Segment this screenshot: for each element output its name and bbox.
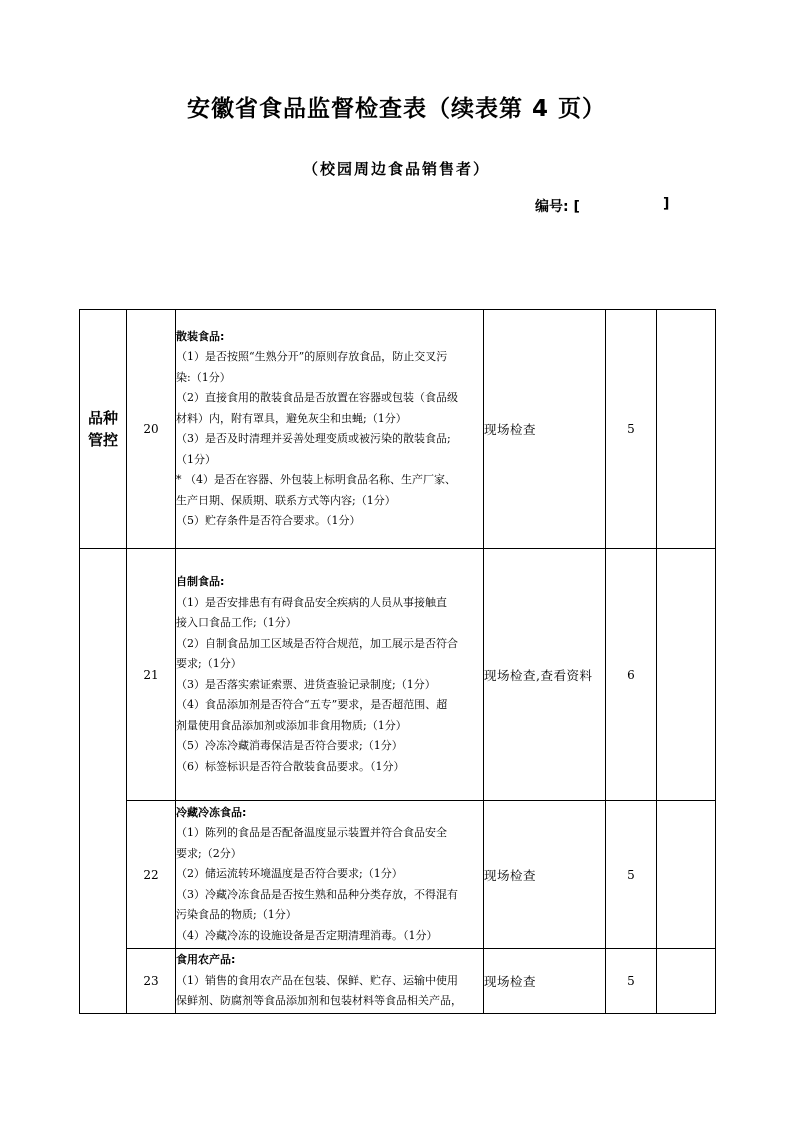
inspection-method: 现场检查 xyxy=(484,310,606,549)
item-line: （3）冷藏冷冻食品是否按生熟和品种分类存放，不得混有 xyxy=(176,887,458,901)
item-line: 接入口食品工作;（1分） xyxy=(176,616,297,629)
table-row xyxy=(80,310,716,549)
item-score: 5 xyxy=(606,310,657,549)
item-content xyxy=(176,549,484,801)
item-number: 21 xyxy=(127,549,176,801)
serial-number-label: 编号: [ xyxy=(535,199,580,215)
item-line: 剂量使用食品添加剂或添加非食用物质;（1分） xyxy=(176,718,407,732)
item-number: 23 xyxy=(127,949,176,1014)
item-line: 污染食品的物质;（1分） xyxy=(176,908,297,922)
result-cell[interactable] xyxy=(657,801,716,949)
item-line: （1）是否按照“生熟分开”的原则存放食品，防止交叉污 xyxy=(176,350,448,363)
item-line: （1分） xyxy=(176,452,216,466)
item-heading: 食用农产品: xyxy=(176,953,236,967)
item-line: 要求;（2分） xyxy=(176,846,242,860)
page-title: 安徽省食品监督检查表（续表第 4 页） xyxy=(186,96,607,122)
item-line: （5）贮存条件是否符合要求。（1分） xyxy=(176,514,361,527)
item-content xyxy=(176,801,484,949)
item-heading: 自制食品: xyxy=(176,575,225,588)
category-cell xyxy=(80,310,127,549)
result-cell[interactable] xyxy=(657,310,716,549)
item-line: 生产日期、保质期、联系方式等内容;（1分） xyxy=(176,493,396,507)
item-line: （6）标签标识是否符合散装食品要求。（1分） xyxy=(176,759,405,773)
category-cell-empty xyxy=(80,549,127,1014)
item-line: （3）是否及时清理并妥善处理变质或被污染的散装食品; xyxy=(176,432,451,445)
page-subtitle: （校园周边食品销售者） xyxy=(302,160,490,178)
item-line: （4）食品添加剂是否符合“五专”要求，是否超范围、超 xyxy=(176,698,448,711)
serial-number-field xyxy=(535,196,675,216)
item-number: 22 xyxy=(127,801,176,949)
item-line: （1）陈列的食品是否配备温度显示装置并符合食品安全 xyxy=(176,826,447,840)
table-row xyxy=(80,949,716,1014)
category-label-line: 管控 xyxy=(87,431,118,449)
item-line: * （4）是否在容器、外包装上标明食品名称、生产厂家、 xyxy=(176,473,456,486)
result-cell[interactable] xyxy=(657,949,716,1014)
item-content xyxy=(176,310,484,549)
item-line: （5）冷冻冷藏消毒保洁是否符合要求;（1分） xyxy=(176,739,403,752)
item-heading: 冷藏冷冻食品: xyxy=(176,805,247,819)
item-line: （3）是否落实索证索票、进货查验记录制度;（1分） xyxy=(176,677,436,691)
inspection-table xyxy=(79,309,716,1014)
item-score: 6 xyxy=(606,549,657,801)
item-line: （1）销售的食用农产品在包装、保鲜、贮存、运输中使用 xyxy=(176,973,458,987)
item-line: 染:（1分） xyxy=(176,370,231,384)
item-number: 20 xyxy=(127,310,176,549)
item-line: （4）冷藏冷冻的设施设备是否定期清理消毒。（1分） xyxy=(176,928,438,942)
inspection-method: 现场检查 xyxy=(484,949,606,1014)
table-row xyxy=(80,801,716,949)
category-label-line: 品种 xyxy=(87,409,118,427)
item-line: 材料）内，附有罩具，避免灰尘和虫蝇;（1分） xyxy=(176,411,407,425)
item-score: 5 xyxy=(606,801,657,949)
item-heading: 散装食品: xyxy=(176,329,225,343)
result-cell[interactable] xyxy=(657,549,716,801)
item-line: （1）是否安排患有有碍食品安全疾病的人员从事接触直 xyxy=(176,595,447,609)
item-line: （2）自制食品加工区域是否符合规范，加工展示是否符合 xyxy=(176,636,458,650)
item-content xyxy=(176,949,484,1014)
item-line: （2）储运流转环境温度是否符合要求;（1分） xyxy=(176,867,403,881)
table-row xyxy=(80,549,716,801)
inspection-method: 现场检查 xyxy=(484,801,606,949)
inspection-method: 现场检查,查看资料 xyxy=(484,549,606,801)
serial-number-bracket-close: ] xyxy=(663,196,670,212)
item-line: 要求;（1分） xyxy=(176,657,242,670)
item-score: 5 xyxy=(606,949,657,1014)
item-line: 保鲜剂、防腐剂等食品添加剂和包装材料等食品相关产品， xyxy=(176,994,462,1008)
item-line: （2）直接食用的散装食品是否放置在容器或包装（食品级 xyxy=(176,391,458,404)
